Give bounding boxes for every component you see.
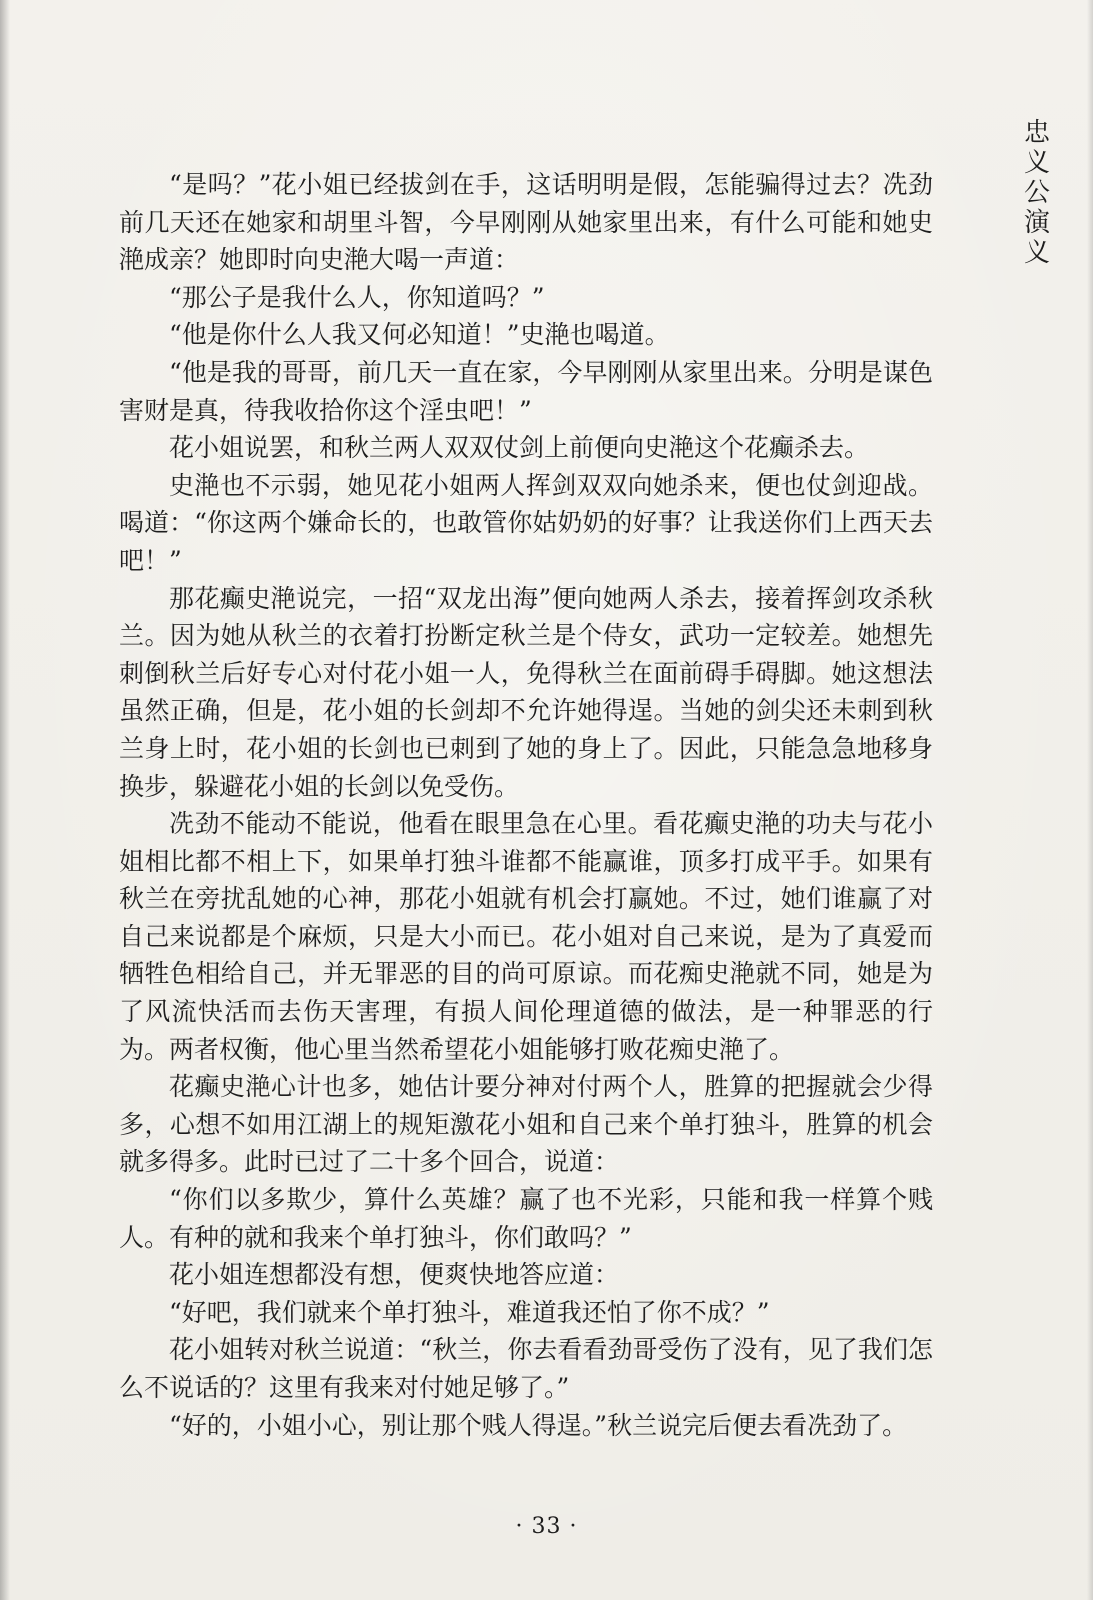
paragraph: 花癫史滟心计也多，她估计要分神对付两个人，胜算的把握就会少得多，心想不如用江湖上的规矩激花小姐和自己来个单打独斗，胜算的机会就多得多。此时已过了二十多个回合，说道： (119, 1072, 933, 1177)
paragraph: “那公子是我什么人，你知道吗？” (169, 282, 545, 312)
page-left-shadow (0, 0, 10, 1600)
paragraph: “你们以多欺少，算什么英雄？赢了也不光彩，只能和我一样算个贱人。有种的就和我来个单打独斗，你们敢吗？” (119, 1185, 933, 1252)
paragraph: “好吧，我们就来个单打独斗，难道我还怕了你不成？” (169, 1297, 770, 1327)
paragraph: 花小姐连想都没有想，便爽快地答应道： (169, 1260, 620, 1290)
paragraph: 花小姐转对秋兰说道：“秋兰，你去看看劲哥受伤了没有，见了我们怎么不说话的？这里有我来对付她足够了。” (119, 1335, 933, 1402)
paragraph: 花小姐说罢，和秋兰两人双双仗剑上前便向史滟这个花癫杀去。 (169, 433, 870, 463)
page-number: · 33 · (515, 1514, 578, 1539)
paragraph: “他是我的哥哥，前几天一直在家，今早刚刚从家里出来。分明是谋色害财是真，待我收拾你这个淫虫吧！” (119, 357, 933, 425)
paragraph: “好的，小姐小心，别让那个贱人得逞。”秋兰说完后便去看冼劲了。 (169, 1410, 908, 1440)
running-title: 忠义公演义 (1023, 118, 1050, 268)
paragraph: “是吗？”花小姐已经拔剑在手，这话明明是假，怎能骗得过去？冼劲前几天还在她家和胡里斗智，今早刚刚从她家里出来，有什么可能和她史滟成亲？她即时向史滟大喝一声道： (119, 170, 933, 275)
paragraph: 史滟也不示弱，她见花小姐两人挥剑双双向她杀来，便也仗剑迎战。喝道：“你这两个嫌命长的，也敢管你姑奶奶的好事？让我送你们上西天去吧！” (119, 470, 933, 575)
paragraph: “他是你什么人我又何必知道！”史滟也喝道。 (169, 320, 670, 350)
body-text (119, 166, 933, 1444)
paragraph: 那花癫史滟说完，一招“双龙出海”便向她两人杀去，接着挥剑攻杀秋兰。因为她从秋兰的衣着打扮断定秋兰是个侍女，武功一定较差。她想先刺倒秋兰后好专心对付花小姐一人，免得秋兰在面前碍手碍脚。她这想法虽然正确，但是，花小姐的长剑却不允许她得逞。当她的剑尖还未刺到秋兰身上时，花小姐的长剑也已刺到了她的身上了。因此，只能急急地移身换步，躲避花小姐的长剑以免受伤。 (119, 583, 933, 801)
paragraph: 冼劲不能动不能说，他看在眼里急在心里。看花癫史滟的功夫与花小姐相比都不相上下，如果单打独斗谁都不能赢谁，顶多打成平手。如果有秋兰在旁扰乱她的心神，那花小姐就有机会打赢她。不过，她们谁赢了对自己来说都是个麻烦，只是大小而已。花小姐对自己来说，是为了真爱而牺牲色相给自己，并无罪恶的目的尚可原谅。而花痴史滟就不同，她是为了风流快活而去伤天害理，有损人间伦理道德的做法，是一种罪恶的行为。两者权衡，他心里当然希望花小姐能够打败花痴史滟了。 (119, 809, 933, 1064)
page-right-shadow (1087, 0, 1093, 1600)
